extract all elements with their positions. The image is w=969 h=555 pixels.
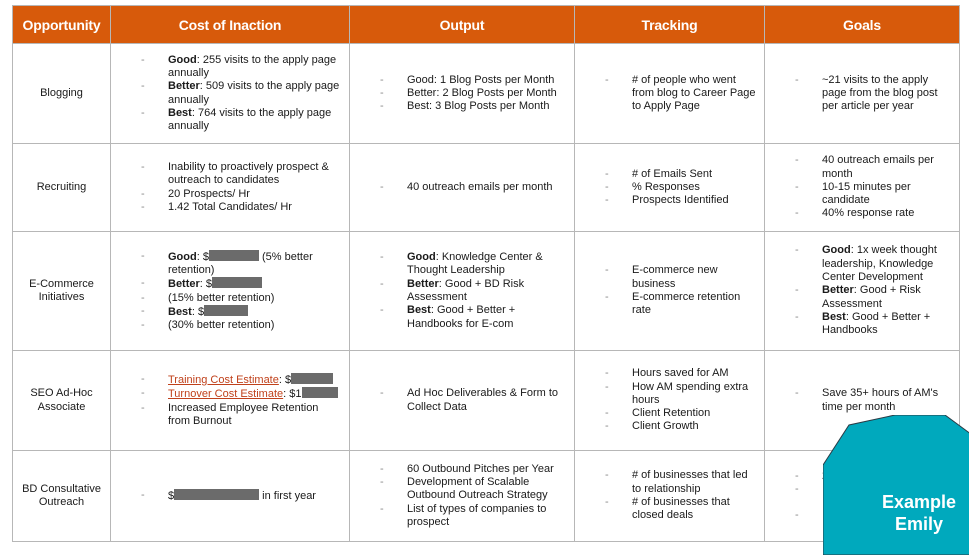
redacted-value [174, 489, 259, 500]
training-cost-estimate-link[interactable]: Training Cost Estimate [168, 373, 279, 386]
label-best: Best [407, 304, 431, 317]
item-text: : Good + Better + Handbooks [822, 310, 931, 337]
list-item: - E-commerce retention rate [575, 291, 758, 318]
label-good: Good [407, 251, 436, 264]
list-item [111, 107, 343, 134]
goals-cell [765, 144, 960, 232]
table-row-seo-associate [13, 351, 960, 451]
item-text: (5% better retention) [168, 250, 313, 276]
item-text: : $ [191, 305, 205, 318]
label-better: Better [168, 278, 200, 291]
list-item: - (30% better retention) [111, 319, 343, 332]
list-item: - 1.42 Total Candidates/ Hr [111, 201, 343, 214]
redacted-value [291, 373, 333, 384]
item-text: : $ [196, 250, 209, 263]
label-best: Best [168, 305, 192, 318]
redacted-value [302, 387, 338, 398]
list-item: - # of people who went from blog to Career Page to Apply Page [575, 74, 758, 114]
item-text: : Knowledge Center & Thought Leadership [407, 251, 543, 277]
tracking-cell [575, 451, 765, 542]
header-goals: Goals [765, 6, 960, 44]
badge-line-2: Emily [894, 514, 944, 534]
goals-cell [765, 232, 960, 351]
badge-label [869, 491, 969, 535]
table-row-blogging [13, 44, 960, 144]
list-item [350, 304, 568, 331]
list-item: - Client Retention [575, 407, 758, 420]
redacted-value [204, 305, 248, 316]
item-text: in first year [259, 489, 316, 502]
item-text: : 255 visits to the apply page annually [168, 53, 337, 79]
cost-cell [111, 451, 350, 542]
label-good: Good [168, 250, 197, 263]
opportunity-cell: SEO Ad-Hoc Associate [13, 351, 111, 451]
list-item: - # of businesses that closed deals [575, 496, 758, 523]
list-item [111, 305, 343, 319]
list-item [765, 244, 953, 284]
list-item [111, 54, 343, 81]
list-item: - List of types of companies to prospect [350, 503, 568, 530]
list-item: - % Responses [575, 181, 758, 194]
header-cost-of-inaction: Cost of Inaction [111, 6, 350, 44]
list-item: - 40 outreach emails per month [765, 154, 953, 181]
list-item: - Better: 2 Blog Posts per Month [350, 87, 568, 100]
list-item: - 40 outreach emails per month [350, 181, 568, 194]
item-text: : Good + Risk Assessment [822, 284, 921, 310]
item-text: $ [168, 489, 175, 502]
list-item: - # of Emails Sent [575, 168, 758, 181]
output-cell [350, 144, 575, 232]
cost-cell [111, 144, 350, 232]
list-item: - (15% better retention) [111, 292, 343, 305]
item-text: : 764 visits to the apply page annually [168, 106, 332, 133]
opportunity-cell: Blogging [13, 44, 111, 144]
header-row [13, 6, 960, 44]
item-text: : Good + Better + Handbooks for E-com [407, 304, 516, 330]
list-item [111, 277, 343, 291]
example-emily-badge [823, 415, 969, 555]
table-row-bd-outreach [13, 451, 960, 542]
redacted-value [209, 250, 259, 261]
list-item [111, 80, 343, 107]
list-item [350, 278, 568, 305]
item-text: : 509 visits to the apply page annually [168, 80, 340, 106]
list-item [111, 387, 343, 401]
cost-cell [111, 232, 350, 351]
list-item: - Development of Scalable Outbound Outreach Strategy [350, 476, 568, 503]
label-good: Good [168, 53, 197, 66]
list-item: - Prospects Identified [575, 194, 758, 207]
opportunity-table [12, 5, 960, 542]
header-opportunity: Opportunity [13, 6, 111, 44]
list-item [765, 284, 953, 311]
item-text: : $ [199, 278, 213, 291]
list-item: - 10-15 minutes per candidate [765, 181, 953, 208]
item-text: : 1x week thought leadership, Knowledge Center Development [822, 244, 937, 284]
header-tracking: Tracking [575, 6, 765, 44]
cost-cell [111, 44, 350, 144]
list-item: - Good: 1 Blog Posts per Month [350, 74, 568, 87]
list-item: - Client Growth [575, 420, 758, 433]
label-better: Better [822, 284, 854, 297]
label-best: Best [822, 310, 846, 323]
label-better: Better [168, 80, 200, 93]
tracking-cell [575, 351, 765, 451]
tracking-cell [575, 144, 765, 232]
tracking-cell [575, 44, 765, 144]
output-cell [350, 351, 575, 451]
tracking-cell [575, 232, 765, 351]
list-item [111, 489, 343, 503]
item-text: : Good + BD Risk Assessment [407, 277, 525, 303]
label-better: Better [407, 277, 439, 290]
list-item: - Ad Hoc Deliverables & Form to Collect Data [350, 387, 568, 414]
list-item [111, 250, 343, 278]
list-item: - Hours saved for AM [575, 367, 758, 380]
redacted-value [212, 277, 262, 288]
list-item: - # of businesses that led to relationship [575, 469, 758, 496]
list-item: - 20 Prospects/ Hr [111, 188, 343, 201]
list-item: - 40% response rate [765, 207, 953, 220]
output-cell [350, 44, 575, 144]
list-item [350, 251, 568, 278]
cost-cell [111, 351, 350, 451]
list-item: - Increased Employee Retention from Burnout [111, 402, 343, 429]
list-item [111, 373, 343, 387]
opportunity-cell: E-Commerce Initiatives [13, 232, 111, 351]
list-item: - E-commerce new business [575, 264, 758, 291]
label-good: Good [822, 244, 851, 257]
label-best: Best [168, 106, 192, 119]
turnover-cost-estimate-link[interactable]: Turnover Cost Estimate [168, 388, 284, 401]
opportunity-cell: Recruiting [13, 144, 111, 232]
list-item [765, 311, 953, 338]
item-text: : $ [278, 373, 292, 386]
goals-cell [765, 44, 960, 144]
header-output: Output [350, 6, 575, 44]
list-item: - Save 35+ hours of AM's time per month [765, 387, 953, 414]
table-row-ecommerce [13, 232, 960, 351]
table-row-recruiting [13, 144, 960, 232]
output-cell [350, 451, 575, 542]
opportunity-cell: BD Consultative Outreach [13, 451, 111, 542]
list-item: - How AM spending extra hours [575, 381, 758, 408]
badge-line-1: Example [881, 492, 957, 512]
list-item: - ~21 visits to the apply page from the blog post per article per year [765, 74, 953, 114]
list-item: - Inability to proactively prospect & outreach to candidates [111, 161, 343, 188]
item-text: : $1 [283, 388, 302, 401]
list-item: - 60 Outbound Pitches per Year [350, 463, 568, 476]
output-cell [350, 232, 575, 351]
list-item: - Best: 3 Blog Posts per Month [350, 100, 568, 113]
